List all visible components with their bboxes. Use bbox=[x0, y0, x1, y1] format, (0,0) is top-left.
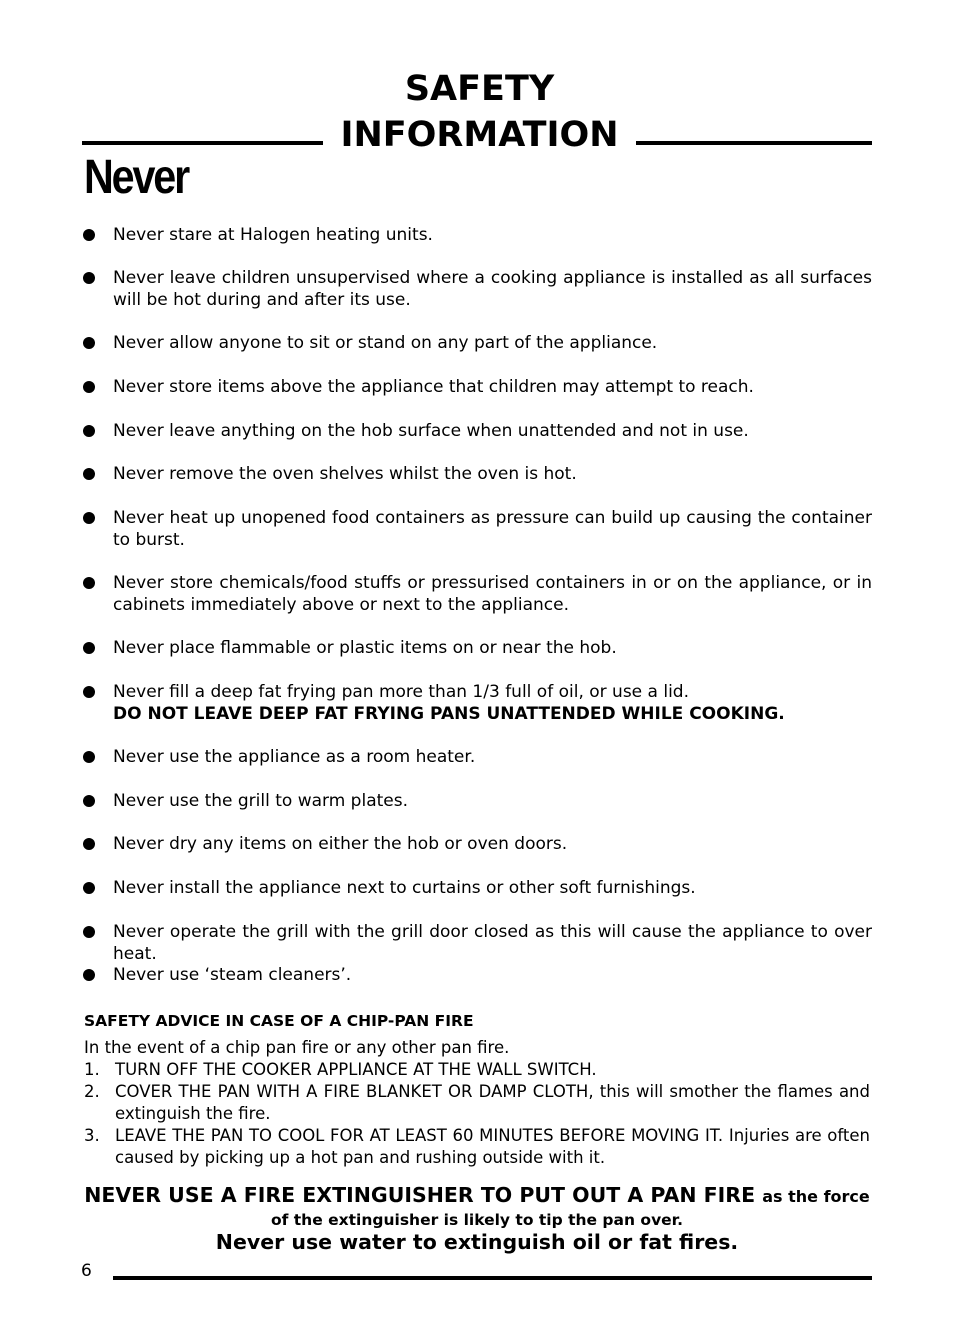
list-item-text: Never leave anything on the hob surface when unattended and not in use. bbox=[113, 421, 749, 441]
bullet-icon bbox=[83, 381, 95, 393]
bullet-icon bbox=[83, 838, 95, 850]
list-item-text: Never store chemicals/food stuffs or pressurised containers in or on the appliance, or in cabinets immediately above or next to the appliance. bbox=[113, 573, 872, 615]
list-item-main: Never fill a deep fat frying pan more than 1/3 full of oil, or use a lid. bbox=[113, 682, 689, 702]
bullet-icon bbox=[83, 229, 95, 241]
list-item-text: Never use ‘steam cleaners’. bbox=[113, 965, 352, 985]
advice-step bbox=[84, 1125, 870, 1169]
list-item-text: Never store items above the appliance that children may attempt to reach. bbox=[113, 377, 754, 397]
page-number: 6 bbox=[81, 1261, 92, 1281]
list-item-text: Never operate the grill with the grill door closed as this will cause the appliance to over heat. bbox=[113, 922, 872, 964]
step-number: 1. bbox=[84, 1060, 100, 1079]
step-number: 2. bbox=[84, 1082, 100, 1101]
list-item bbox=[82, 877, 872, 899]
page-title bbox=[323, 66, 636, 158]
list-item-text: Never stare at Halogen heating units. bbox=[113, 225, 433, 245]
bullet-icon bbox=[83, 337, 95, 349]
advice-steps bbox=[84, 1059, 870, 1169]
list-item-text bbox=[113, 681, 872, 725]
list-item bbox=[82, 507, 872, 551]
bullet-icon bbox=[83, 969, 95, 981]
list-item-text: Never dry any items on either the hob or oven doors. bbox=[113, 834, 568, 854]
bullet-icon bbox=[83, 686, 95, 698]
chip-pan-fire-advice bbox=[84, 1010, 870, 1169]
list-item-text: Never use the appliance as a room heater. bbox=[113, 747, 476, 767]
bullet-icon bbox=[83, 577, 95, 589]
list-item bbox=[82, 572, 872, 616]
list-item bbox=[82, 224, 872, 246]
list-item bbox=[82, 267, 872, 311]
advice-heading: SAFETY ADVICE IN CASE OF A CHIP-PAN FIRE bbox=[84, 1012, 474, 1030]
list-item-text: Never remove the oven shelves whilst the oven is hot. bbox=[113, 464, 577, 484]
list-item-text: Never use the grill to warm plates. bbox=[113, 791, 409, 811]
bullet-icon bbox=[83, 425, 95, 437]
list-item-text: Never leave children unsupervised where a cooking appliance is installed as all surfaces will be hot during and after its use. bbox=[113, 268, 872, 310]
list-item bbox=[82, 332, 872, 354]
list-item bbox=[82, 790, 872, 812]
list-item-warning: DO NOT LEAVE DEEP FAT FRYING PANS UNATTENDED WHILE COOKING. bbox=[113, 704, 785, 724]
step-text: TURN OFF THE COOKER APPLIANCE AT THE WALL SWITCH. bbox=[115, 1060, 597, 1079]
step-number: 3. bbox=[84, 1126, 100, 1145]
advice-step bbox=[84, 1081, 870, 1125]
warning-line2: of the extinguisher is likely to tip the pan over. bbox=[270, 1211, 684, 1229]
header-rule-right bbox=[636, 141, 872, 145]
bullet-icon bbox=[83, 882, 95, 894]
footer-rule bbox=[113, 1276, 872, 1280]
bullet-icon bbox=[83, 272, 95, 284]
page-header bbox=[0, 66, 954, 156]
bullet-icon bbox=[83, 751, 95, 763]
list-item bbox=[82, 964, 872, 986]
list-item bbox=[82, 681, 872, 725]
list-item-text: Never install the appliance next to curtains or other soft furnishings. bbox=[113, 878, 696, 898]
list-item bbox=[82, 463, 872, 485]
bullet-icon bbox=[83, 926, 95, 938]
page-title-line1: SAFETY bbox=[404, 69, 555, 109]
list-item-text: Never place flammable or plastic items on or near the hob. bbox=[113, 638, 617, 658]
list-item bbox=[82, 746, 872, 768]
page-title-line2: INFORMATION bbox=[340, 115, 619, 155]
warning-main: NEVER USE A FIRE EXTINGUISHER TO PUT OUT A PAN FIRE bbox=[84, 1183, 756, 1207]
list-item bbox=[82, 637, 872, 659]
fire-warning bbox=[0, 1181, 954, 1255]
list-item-text: Never heat up unopened food containers as pressure can build up causing the container to burst. bbox=[113, 508, 872, 550]
step-text: COVER THE PAN WITH A FIRE BLANKET OR DAMP CLOTH, this will smother the flames and extinguish the fire. bbox=[115, 1082, 870, 1123]
bullet-icon bbox=[83, 468, 95, 480]
list-item bbox=[82, 420, 872, 442]
step-text: LEAVE THE PAN TO COOL FOR AT LEAST 60 MINUTES BEFORE MOVING IT. Injuries are often caused by picking up a hot pan and rushing outside with it. bbox=[115, 1126, 870, 1167]
list-item bbox=[82, 376, 872, 398]
bullet-icon bbox=[83, 795, 95, 807]
warning-line3: Never use water to extinguish oil or fat fires. bbox=[215, 1230, 739, 1254]
list-item bbox=[82, 833, 872, 855]
bullet-icon bbox=[83, 512, 95, 524]
bullet-icon bbox=[83, 642, 95, 654]
advice-intro: In the event of a chip pan fire or any other pan fire. bbox=[84, 1038, 510, 1057]
header-rule-left bbox=[82, 141, 323, 145]
warning-line1 bbox=[0, 1181, 954, 1211]
warning-tail: as the force bbox=[762, 1187, 870, 1206]
advice-step bbox=[84, 1059, 870, 1081]
list-item-text: Never allow anyone to sit or stand on any part of the appliance. bbox=[113, 333, 658, 353]
list-item bbox=[82, 921, 872, 965]
section-heading: Never bbox=[84, 151, 189, 204]
